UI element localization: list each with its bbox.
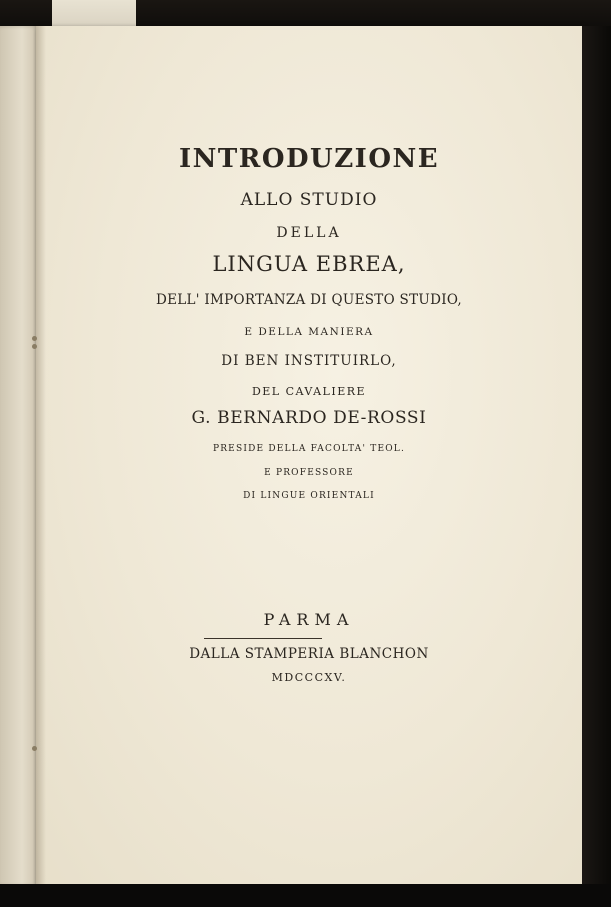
imprint-city: PARMA (263, 610, 355, 629)
author-name: G. BERNARDO DE-ROSSI (191, 408, 427, 428)
imprint-rule (204, 638, 322, 639)
imprint-year: MDCCCXV. (271, 671, 347, 684)
title-line-ben: DI BEN INSTITUIRLO, (221, 353, 397, 369)
author-role-preside: PRESIDE DELLA FACOLTA' TEOL. (212, 444, 406, 454)
author-role-lingue: DI LINGUE ORIENTALI (243, 491, 375, 501)
right-background-shadow (582, 26, 611, 907)
binding-stitches (32, 26, 38, 884)
bottom-background-shadow (0, 884, 611, 907)
imprint-printer: DALLA STAMPERIA BLANCHON (189, 646, 429, 662)
title-page (36, 26, 582, 884)
title-line-importanza: DELL' IMPORTANZA DI QUESTO STUDIO, (155, 292, 462, 308)
title-line-allo: ALLO STUDIO (240, 190, 378, 210)
book-title: INTRODUZIONE (178, 144, 440, 174)
title-line-della: DELLA (276, 225, 342, 241)
title-line-maniera: E DELLA MANIERA (244, 326, 374, 338)
title-line-lingua: LINGUA EBREA, (212, 252, 406, 276)
author-prefix: DEL CAVALIERE (251, 385, 367, 398)
author-role-professore: E PROFESSORE (264, 468, 354, 478)
